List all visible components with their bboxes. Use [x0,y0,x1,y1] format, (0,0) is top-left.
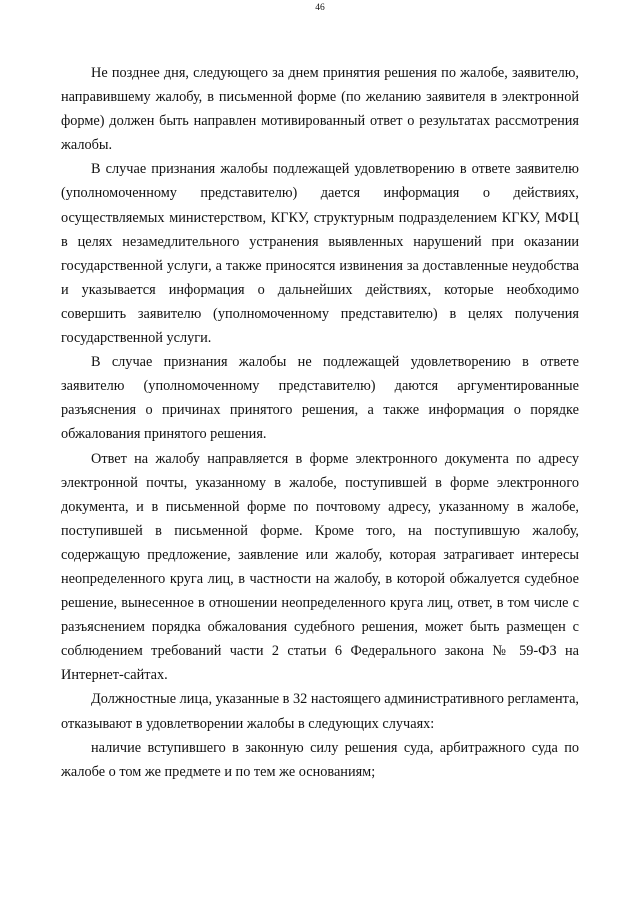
paragraph-court-decision-case: наличие вступившего в законную силу решения суда, арбитражного суда по жалобе о том же предмете и по тем же основаниям; [61,739,579,780]
paragraph-complaint-upheld: В случае признания жалобы подлежащей удовлетворению в ответе заявителю (уполномоченному представителю) дается информация о действиях, осуществляемых министерством, КГКУ, структурным подразделением КГКУ, МФЦ в целях незамедлительного устранения выявленных нарушений при оказании государственной услуги, а также приносятся извинения за доставленные неудобства и указывается информация о дальнейших действиях, которые необходимо совершить заявителю (уполномоченному представителю) в целях получения государственной услуги. [61,161,579,347]
paragraph-complaint-rejected: В случае признания жалобы не подлежащей удовлетворению в ответе заявителю (уполномоченному представителю) даются аргументированные разъяснения о причинах принятого решения, а также информация о порядке обжалования принятого решения. [61,354,579,443]
paragraph-refusal-grounds: Должностные лица, указанные в 32 настоящего административного регламента, отказывают в удовлетворении жалобы в следующих случаях: [61,691,579,732]
paragraph-reply-delivery: Ответ на жалобу направляется в форме электронного документа по адресу электронной почты, указанному в жалобе, поступившей в форме электронного документа, и в письменной форме по почтовому адресу, указанному в жалобе, поступившей в письменной форме. Кроме того, на поступившую жалобу, содержащую предложение, заявление или жалобу, которая затрагивает интересы неопределенного круга лиц, в частности на жалобу, в которой обжалуется судебное решение, вынесенное в отношении неопределенного круга лиц, ответ, в том числе с разъяснением порядка обжалования судебного решения, может быть размещен с соблюдением требований части 2 статьи 6 Федерального закона № 59-ФЗ на Интернет-сайтах. [61,450,579,684]
page-number: 46 [315,3,325,13]
document-body [61,61,579,784]
paragraph-reply-deadline: Не позднее дня, следующего за днем принятия решения по жалобе, заявителю, направившему жалобу, в письменной форме (по желанию заявителя в электронной форме) должен быть направлен мотивированный ответ о результатах рассмотрения жалобы. [61,65,579,154]
